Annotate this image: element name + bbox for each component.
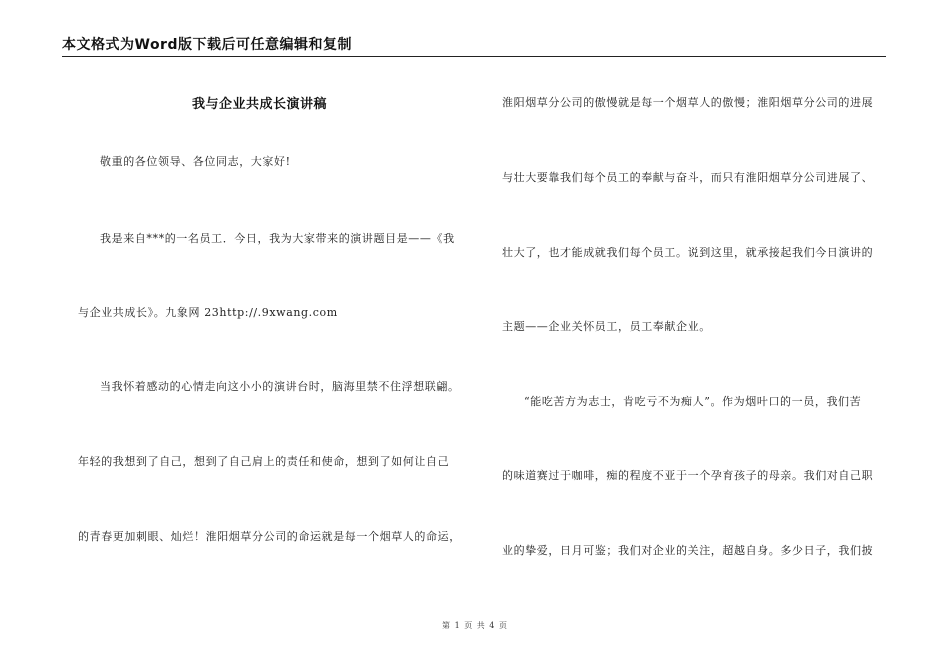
- paragraph-line: 我是来自***的一名员工．今日，我为大家带来的演讲题目是——《我: [100, 232, 455, 245]
- document-title: 我与企业共成长演讲稿: [192, 97, 328, 112]
- paragraph-line: 业的挚爱，日月可鉴；我们对企业的关注，超越自身。多少日子，我们披: [502, 544, 874, 557]
- paragraph-line: 与壮大要靠我们每个员工的奉献与奋斗，而只有淮阳烟草分公司进展了、: [502, 171, 874, 184]
- paragraph-line: “能吃苦方为志士，肯吃亏不为痴人”。作为烟叶口的一员，我们苦: [524, 395, 862, 408]
- paragraph-line: 当我怀着感动的心情走向这小小的演讲台时，脑海里禁不住浮想联翩。: [100, 380, 460, 393]
- paragraph-line: 的青春更加刺眼、灿烂！淮阳烟草分公司的命运就是每一个烟草人的命运，: [78, 530, 461, 543]
- paragraph-line: 年轻的我想到了自己，想到了自己肩上的责任和使命，想到了如何让自己: [78, 455, 450, 468]
- paragraph-line: 与企业共成长》。九象网 23http://.9xwang.com: [78, 306, 338, 319]
- paragraph-line: 壮大了，也才能成就我们每个员工。说到这里，就承接起我们今日演讲的: [502, 246, 874, 259]
- paragraph-line: 主题——企业关怀员工，员工奉献企业。: [502, 320, 711, 333]
- paragraph-line: 淮阳烟草分公司的傲慢就是每一个烟草人的傲慢；淮阳烟草分公司的进展: [502, 96, 874, 109]
- download-banner: 本文格式为Word版下载后可任意编辑和复制: [62, 34, 886, 57]
- page-number: 第 1 页 共 4 页: [442, 621, 508, 630]
- paragraph-line: 的味道赛过于咖啡，痴的程度不亚于一个孕育孩子的母亲。我们对自己职: [502, 469, 874, 482]
- paragraph-line: 敬重的各位领导、各位同志，大家好!: [100, 155, 291, 168]
